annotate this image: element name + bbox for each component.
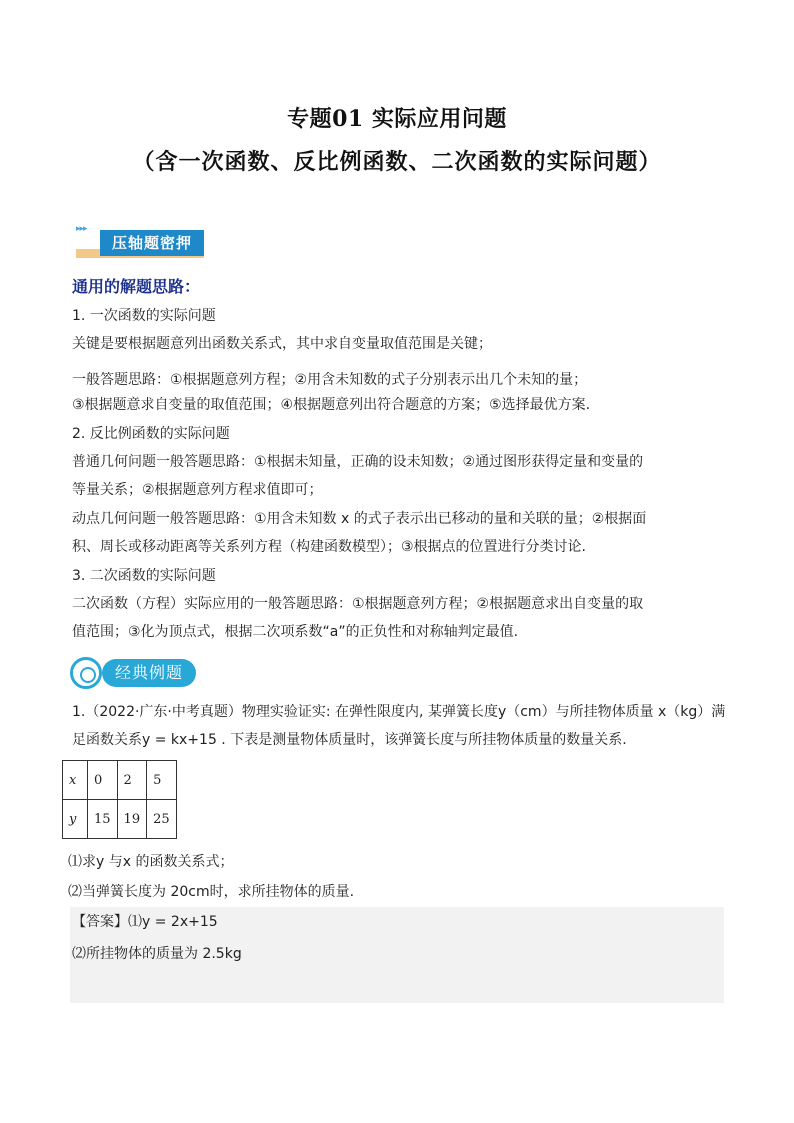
general-line: 值范围；③化为顶点式，根据二次项系数“a”的正负性和对称轴判定最值. <box>72 624 519 640</box>
answer-1: ⑴y = 2x+15 <box>128 914 218 930</box>
answer-label: 【答案】 <box>72 914 128 930</box>
question-2: ⑵当弹簧长度为 20cm时，求所挂物体的质量. <box>68 884 355 900</box>
target-icon <box>70 657 102 689</box>
banner-label: 压轴题密押 <box>100 230 204 256</box>
table-cell: 25 <box>147 800 177 839</box>
table-cell: 2 <box>117 761 147 800</box>
general-line: 1. 一次函数的实际问题 <box>72 308 216 324</box>
general-line: 普通几何问题一般答题思路：①根据未知量，正确的设未知数；②通过图形获得定量和变量的 <box>72 454 644 470</box>
general-line: 积、周长或移动距离等关系列方程（构建函数模型）；③根据点的位置进行分类讨论. <box>72 539 586 555</box>
question-1: ⑴求y 与x 的函数关系式； <box>68 854 234 870</box>
problem-line: 足函数关系y = kx+15 . 下表是测量物体质量时，该弹簧长度与所挂物体质量的数量关系. <box>72 732 627 748</box>
general-line: ③根据题意求自变量的取值范围；④根据题意列出符合题意的方案；⑤选择最优方案. <box>72 397 591 413</box>
section-banner-examples <box>70 655 200 691</box>
data-table <box>62 760 177 839</box>
general-line: 2. 反比例函数的实际问题 <box>72 426 230 442</box>
banner-label: 经典例题 <box>102 659 196 687</box>
general-line: 动点几何问题一般答题思路：①用含未知数 x 的式子表示出已移动的量和关联的量；②根据面 <box>72 511 647 527</box>
answer-line-1 <box>72 912 218 932</box>
general-line: 二次函数（方程）实际应用的一般答题思路：①根据题意列方程；②根据题意求出自变量的取 <box>72 596 644 612</box>
section-banner-key <box>76 224 206 260</box>
problem-line: 1.（2022·广东·中考真题）物理实验证实: 在弹性限度内, 某弹簧长度y（cm）与所挂物体质量 x（kg）满 <box>72 704 726 720</box>
table-row <box>63 761 177 800</box>
table-cell: y <box>63 800 88 839</box>
general-heading: 通用的解题思路： <box>72 277 201 296</box>
table-row <box>63 800 177 839</box>
general-line: 3. 二次函数的实际问题 <box>72 568 216 584</box>
general-line: 一般答题思路：①根据题意列方程；②用含未知数的式子分别表示出几个未知的量； <box>72 372 588 388</box>
page-subtitle: （含一次函数、反比例函数、二次函数的实际问题） <box>132 149 662 175</box>
general-line: 等量关系；②根据题意列方程求值即可； <box>72 482 323 498</box>
general-line: 关键是要根据题意列出函数关系式，其中求自变量取值范围是关键； <box>72 336 492 352</box>
table-cell: 0 <box>88 761 118 800</box>
answer-2: ⑵所挂物体的质量为 2.5kg <box>72 946 242 962</box>
table-cell: 19 <box>117 800 147 839</box>
table-cell: x <box>63 761 88 800</box>
page-title: 专题01 实际应用问题 <box>287 106 507 132</box>
triple-arrow-icon: ▸▸▸ <box>76 224 87 234</box>
table-cell: 5 <box>147 761 177 800</box>
table-cell: 15 <box>88 800 118 839</box>
